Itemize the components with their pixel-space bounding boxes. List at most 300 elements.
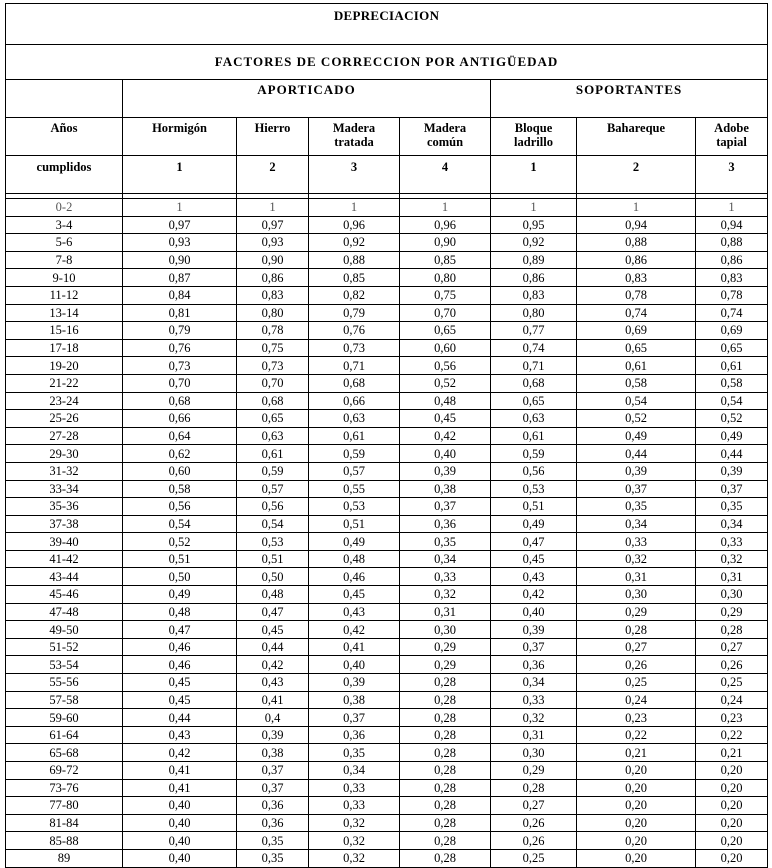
factor-cell: 0,63	[237, 427, 309, 445]
column-number-1: 1	[123, 156, 237, 194]
table-title: DEPRECIACION	[6, 4, 768, 45]
factor-cell: 0,45	[491, 550, 577, 568]
factor-cell: 0,84	[123, 286, 237, 304]
factor-cell: 0,44	[696, 445, 768, 463]
subtitle-row	[6, 45, 768, 80]
factor-cell: 0,39	[237, 726, 309, 744]
years-cell: 59-60	[6, 709, 123, 727]
years-cell: 37-38	[6, 515, 123, 533]
factor-cell: 0,65	[237, 410, 309, 428]
column-number-3: 3	[309, 156, 400, 194]
table-row	[6, 234, 768, 252]
factor-cell: 0,82	[309, 286, 400, 304]
factor-cell: 0,34	[309, 762, 400, 780]
factor-cell: 0,86	[696, 251, 768, 269]
table-row	[6, 427, 768, 445]
factor-cell: 0,51	[237, 550, 309, 568]
years-header-line2: cumplidos	[6, 156, 123, 194]
factor-cell: 0,87	[123, 269, 237, 287]
years-cell: 81-84	[6, 814, 123, 832]
factor-cell: 0,85	[309, 269, 400, 287]
factor-cell: 0,65	[577, 339, 696, 357]
factor-cell: 0,36	[491, 656, 577, 674]
table-row	[6, 568, 768, 586]
factor-cell: 0,42	[123, 744, 237, 762]
factor-cell: 0,45	[400, 410, 491, 428]
factor-cell: 0,35	[577, 498, 696, 516]
table-row	[6, 462, 768, 480]
factor-cell: 0,78	[577, 286, 696, 304]
factor-cell: 0,74	[491, 339, 577, 357]
column-number-4: 4	[400, 156, 491, 194]
factor-cell: 0,29	[400, 638, 491, 656]
factor-cell: 0,80	[237, 304, 309, 322]
factor-cell: 0,27	[696, 638, 768, 656]
factor-cell: 0,49	[577, 427, 696, 445]
years-cell: 29-30	[6, 445, 123, 463]
factor-cell: 0,37	[491, 638, 577, 656]
group-header-row	[6, 80, 768, 118]
factor-cell: 0,21	[696, 744, 768, 762]
table-row	[6, 603, 768, 621]
factor-cell: 0,59	[491, 445, 577, 463]
factor-cell: 0,37	[237, 779, 309, 797]
factor-cell: 0,52	[577, 410, 696, 428]
factor-cell: 0,41	[123, 762, 237, 780]
factor-cell: 0,61	[696, 357, 768, 375]
factor-cell: 0,27	[577, 638, 696, 656]
factor-cell: 0,68	[491, 374, 577, 392]
factor-cell: 0,41	[123, 779, 237, 797]
factor-cell: 0,45	[123, 674, 237, 692]
table-row	[6, 726, 768, 744]
factor-cell: 0,57	[237, 480, 309, 498]
factor-cell: 0,20	[696, 762, 768, 780]
table-row	[6, 656, 768, 674]
years-cell: 77-80	[6, 797, 123, 815]
factor-cell: 0,37	[696, 480, 768, 498]
factor-cell: 0,24	[577, 691, 696, 709]
table-row	[6, 392, 768, 410]
factor-cell: 0,37	[400, 498, 491, 516]
years-cell: 49-50	[6, 621, 123, 639]
years-cell: 17-18	[6, 339, 123, 357]
factor-cell: 0,20	[577, 832, 696, 850]
table-row	[6, 304, 768, 322]
column-number-2: 2	[237, 156, 309, 194]
years-cell: 61-64	[6, 726, 123, 744]
table-row	[6, 374, 768, 392]
factor-cell: 1	[123, 199, 237, 217]
factor-cell: 0,32	[309, 814, 400, 832]
years-cell: 11-12	[6, 286, 123, 304]
factor-cell: 0,83	[577, 269, 696, 287]
factor-cell: 0,29	[491, 762, 577, 780]
years-cell: 3-4	[6, 216, 123, 234]
factor-cell: 0,49	[491, 515, 577, 533]
factor-cell: 0,75	[400, 286, 491, 304]
factor-cell: 0,96	[309, 216, 400, 234]
factor-cell: 0,53	[237, 533, 309, 551]
factor-cell: 0,32	[696, 550, 768, 568]
factor-cell: 0,36	[237, 797, 309, 815]
factor-cell: 0,92	[491, 234, 577, 252]
factor-cell: 0,49	[696, 427, 768, 445]
factor-cell: 0,40	[123, 832, 237, 850]
factor-cell: 0,29	[696, 603, 768, 621]
years-cell: 47-48	[6, 603, 123, 621]
factor-cell: 0,88	[309, 251, 400, 269]
factor-cell: 0,46	[123, 638, 237, 656]
factor-cell: 0,38	[400, 480, 491, 498]
factor-cell: 0,63	[309, 410, 400, 428]
years-cell: 35-36	[6, 498, 123, 516]
years-cell: 13-14	[6, 304, 123, 322]
factor-cell: 0,68	[237, 392, 309, 410]
table-row	[6, 849, 768, 867]
factor-cell: 0,38	[237, 744, 309, 762]
factor-cell: 0,52	[696, 410, 768, 428]
factor-cell: 0,33	[309, 779, 400, 797]
factor-cell: 0,48	[123, 603, 237, 621]
table-row	[6, 709, 768, 727]
table-row	[6, 533, 768, 551]
years-cell: 85-88	[6, 832, 123, 850]
factor-cell: 0,28	[400, 814, 491, 832]
years-cell: 33-34	[6, 480, 123, 498]
factor-cell: 0,78	[696, 286, 768, 304]
column-header-hierro: Hierro	[237, 118, 309, 156]
factor-cell: 1	[577, 199, 696, 217]
factor-cell: 0,20	[577, 779, 696, 797]
factor-cell: 0,70	[123, 374, 237, 392]
factor-cell: 0,42	[309, 621, 400, 639]
table-row	[6, 339, 768, 357]
factor-cell: 0,24	[696, 691, 768, 709]
factor-cell: 0,69	[577, 322, 696, 340]
factor-cell: 0,20	[577, 849, 696, 867]
factor-cell: 0,58	[696, 374, 768, 392]
table-row	[6, 744, 768, 762]
column-header-bloque-ladrillo: Bloque ladrillo	[491, 118, 577, 156]
factor-cell: 0,69	[696, 322, 768, 340]
years-cell: 69-72	[6, 762, 123, 780]
years-cell: 89	[6, 849, 123, 867]
factor-cell: 0,44	[237, 638, 309, 656]
factor-cell: 0,86	[237, 269, 309, 287]
factor-cell: 0,42	[400, 427, 491, 445]
years-cell: 5-6	[6, 234, 123, 252]
factor-cell: 0,4	[237, 709, 309, 727]
factor-cell: 0,20	[577, 814, 696, 832]
years-cell: 31-32	[6, 462, 123, 480]
factor-cell: 0,37	[309, 709, 400, 727]
depreciation-table	[5, 3, 768, 868]
factor-cell: 0,45	[309, 586, 400, 604]
factor-cell: 0,63	[491, 410, 577, 428]
factor-cell: 0,93	[237, 234, 309, 252]
factor-cell: 0,35	[400, 533, 491, 551]
table-row	[6, 251, 768, 269]
years-cell: 21-22	[6, 374, 123, 392]
factor-cell: 0,60	[400, 339, 491, 357]
column-header-madera-comun: Madera común	[400, 118, 491, 156]
factor-cell: 0,71	[309, 357, 400, 375]
table-row	[6, 357, 768, 375]
factor-cell: 0,30	[696, 586, 768, 604]
factor-cell: 0,28	[491, 779, 577, 797]
column-header-madera-tratada: Madera tratada	[309, 118, 400, 156]
table-row	[6, 216, 768, 234]
table-row	[6, 814, 768, 832]
factor-cell: 0,58	[123, 480, 237, 498]
years-cell: 45-46	[6, 586, 123, 604]
table-row	[6, 621, 768, 639]
factor-cell: 0,43	[309, 603, 400, 621]
column-number-7: 3	[696, 156, 768, 194]
factor-cell: 0,55	[309, 480, 400, 498]
years-cell: 55-56	[6, 674, 123, 692]
years-cell: 15-16	[6, 322, 123, 340]
factor-cell: 0,54	[237, 515, 309, 533]
factor-cell: 0,35	[696, 498, 768, 516]
factor-cell: 0,90	[400, 234, 491, 252]
factor-cell: 0,33	[577, 533, 696, 551]
factor-cell: 0,31	[400, 603, 491, 621]
factor-cell: 0,73	[123, 357, 237, 375]
table-subtitle: FACTORES DE CORRECCION POR ANTIGÜEDAD	[6, 45, 768, 80]
factor-cell: 0,28	[400, 726, 491, 744]
factor-cell: 0,78	[237, 322, 309, 340]
factor-cell: 0,56	[123, 498, 237, 516]
factor-cell: 0,86	[491, 269, 577, 287]
factor-cell: 0,94	[577, 216, 696, 234]
factor-cell: 0,31	[491, 726, 577, 744]
factor-cell: 0,43	[237, 674, 309, 692]
group-aporticado: APORTICADO	[123, 80, 491, 118]
factor-cell: 0,28	[400, 709, 491, 727]
factor-cell: 0,85	[400, 251, 491, 269]
factor-cell: 1	[491, 199, 577, 217]
factor-cell: 0,97	[237, 216, 309, 234]
factor-cell: 1	[309, 199, 400, 217]
factor-cell: 0,21	[577, 744, 696, 762]
factor-cell: 0,20	[696, 779, 768, 797]
years-cell: 19-20	[6, 357, 123, 375]
factor-cell: 0,54	[577, 392, 696, 410]
factor-cell: 0,30	[577, 586, 696, 604]
factor-cell: 0,42	[491, 586, 577, 604]
table-row	[6, 498, 768, 516]
factor-cell: 0,29	[577, 603, 696, 621]
factor-cell: 1	[237, 199, 309, 217]
factor-cell: 0,22	[577, 726, 696, 744]
factor-cell: 0,26	[491, 814, 577, 832]
factor-cell: 0,64	[123, 427, 237, 445]
factor-cell: 0,60	[123, 462, 237, 480]
factor-cell: 0,39	[696, 462, 768, 480]
group-soportantes: SOPORTANTES	[491, 80, 768, 118]
factor-cell: 0,28	[400, 762, 491, 780]
factor-cell: 0,68	[123, 392, 237, 410]
factor-cell: 0,79	[123, 322, 237, 340]
factor-cell: 0,39	[577, 462, 696, 480]
factor-cell: 0,70	[237, 374, 309, 392]
column-number-row	[6, 156, 768, 194]
factor-cell: 0,27	[491, 797, 577, 815]
table-row	[6, 550, 768, 568]
factor-cell: 0,54	[123, 515, 237, 533]
factor-cell: 0,45	[123, 691, 237, 709]
table-row	[6, 691, 768, 709]
factor-cell: 0,41	[309, 638, 400, 656]
factor-cell: 0,26	[696, 656, 768, 674]
factor-cell: 0,83	[491, 286, 577, 304]
factor-cell: 0,32	[577, 550, 696, 568]
factor-cell: 0,90	[237, 251, 309, 269]
factor-cell: 0,71	[491, 357, 577, 375]
factor-cell: 0,51	[309, 515, 400, 533]
factor-cell: 0,73	[237, 357, 309, 375]
column-header-hormigon: Hormigón	[123, 118, 237, 156]
factor-cell: 0,39	[491, 621, 577, 639]
years-cell: 0-2	[6, 199, 123, 217]
factor-cell: 0,88	[577, 234, 696, 252]
years-cell: 7-8	[6, 251, 123, 269]
years-cell: 23-24	[6, 392, 123, 410]
factor-cell: 0,50	[123, 568, 237, 586]
table-row	[6, 410, 768, 428]
factor-cell: 0,37	[577, 480, 696, 498]
factor-cell: 0,31	[696, 568, 768, 586]
factor-cell: 0,66	[309, 392, 400, 410]
years-header-line1: Años	[6, 118, 123, 156]
factor-cell: 0,59	[237, 462, 309, 480]
factor-cell: 0,48	[237, 586, 309, 604]
factor-cell: 0,33	[309, 797, 400, 815]
years-cell: 43-44	[6, 568, 123, 586]
factor-cell: 0,35	[309, 744, 400, 762]
column-header-adobe-tapial: Adobe tapial	[696, 118, 768, 156]
factor-cell: 0,22	[696, 726, 768, 744]
factor-cell: 0,47	[123, 621, 237, 639]
factor-cell: 0,28	[400, 832, 491, 850]
factor-cell: 0,62	[123, 445, 237, 463]
table-row	[6, 762, 768, 780]
column-number-6: 2	[577, 156, 696, 194]
factor-cell: 0,53	[309, 498, 400, 516]
factor-cell: 0,20	[577, 762, 696, 780]
factor-cell: 0,97	[123, 216, 237, 234]
factor-cell: 0,35	[237, 832, 309, 850]
factor-cell: 0,65	[400, 322, 491, 340]
factor-cell: 0,36	[309, 726, 400, 744]
factor-cell: 0,90	[123, 251, 237, 269]
factor-cell: 0,56	[400, 357, 491, 375]
factor-cell: 0,95	[491, 216, 577, 234]
factor-cell: 0,51	[491, 498, 577, 516]
factor-cell: 0,74	[577, 304, 696, 322]
factor-cell: 0,28	[400, 849, 491, 867]
factor-cell: 0,30	[400, 621, 491, 639]
factor-cell: 0,48	[400, 392, 491, 410]
factor-cell: 0,54	[696, 392, 768, 410]
factor-cell: 0,83	[237, 286, 309, 304]
factor-cell: 0,26	[577, 656, 696, 674]
factor-cell: 0,49	[123, 586, 237, 604]
years-cell: 51-52	[6, 638, 123, 656]
factor-cell: 0,57	[309, 462, 400, 480]
table-row	[6, 199, 768, 217]
factor-cell: 0,52	[400, 374, 491, 392]
factor-cell: 0,50	[237, 568, 309, 586]
factor-cell: 0,30	[491, 744, 577, 762]
factor-cell: 0,41	[237, 691, 309, 709]
factor-cell: 0,34	[696, 515, 768, 533]
table-row	[6, 586, 768, 604]
factor-cell: 0,32	[400, 586, 491, 604]
table-row	[6, 322, 768, 340]
factor-cell: 0,40	[491, 603, 577, 621]
factor-cell: 0,74	[696, 304, 768, 322]
years-cell: 27-28	[6, 427, 123, 445]
factor-cell: 0,40	[123, 797, 237, 815]
table-row	[6, 286, 768, 304]
factor-cell: 0,75	[237, 339, 309, 357]
factor-cell: 0,25	[577, 674, 696, 692]
factor-cell: 0,32	[309, 849, 400, 867]
factor-cell: 0,40	[309, 656, 400, 674]
factor-cell: 0,28	[400, 779, 491, 797]
factor-cell: 0,29	[400, 656, 491, 674]
factor-cell: 0,94	[696, 216, 768, 234]
years-cell: 41-42	[6, 550, 123, 568]
table-row	[6, 638, 768, 656]
group-header-empty	[6, 80, 123, 118]
factor-cell: 0,56	[237, 498, 309, 516]
factor-cell: 0,38	[309, 691, 400, 709]
factor-cell: 0,37	[237, 762, 309, 780]
factor-cell: 0,34	[491, 674, 577, 692]
factor-cell: 0,34	[400, 550, 491, 568]
table-row	[6, 480, 768, 498]
column-number-5: 1	[491, 156, 577, 194]
factor-cell: 0,88	[696, 234, 768, 252]
factor-cell: 0,25	[696, 674, 768, 692]
factor-cell: 0,48	[309, 550, 400, 568]
factor-cell: 0,28	[400, 797, 491, 815]
factor-cell: 0,47	[237, 603, 309, 621]
factor-cell: 0,68	[309, 374, 400, 392]
years-cell: 9-10	[6, 269, 123, 287]
factor-cell: 0,86	[577, 251, 696, 269]
factor-cell: 0,70	[400, 304, 491, 322]
factor-cell: 0,96	[400, 216, 491, 234]
factor-cell: 1	[400, 199, 491, 217]
factor-cell: 0,44	[123, 709, 237, 727]
factor-cell: 0,89	[491, 251, 577, 269]
factor-cell: 0,23	[696, 709, 768, 727]
factor-cell: 0,80	[491, 304, 577, 322]
factor-cell: 0,61	[309, 427, 400, 445]
table-row	[6, 779, 768, 797]
factor-cell: 0,35	[237, 849, 309, 867]
factor-cell: 0,28	[400, 744, 491, 762]
table-row	[6, 832, 768, 850]
factor-cell: 0,43	[123, 726, 237, 744]
factor-cell: 0,61	[491, 427, 577, 445]
factor-cell: 0,80	[400, 269, 491, 287]
